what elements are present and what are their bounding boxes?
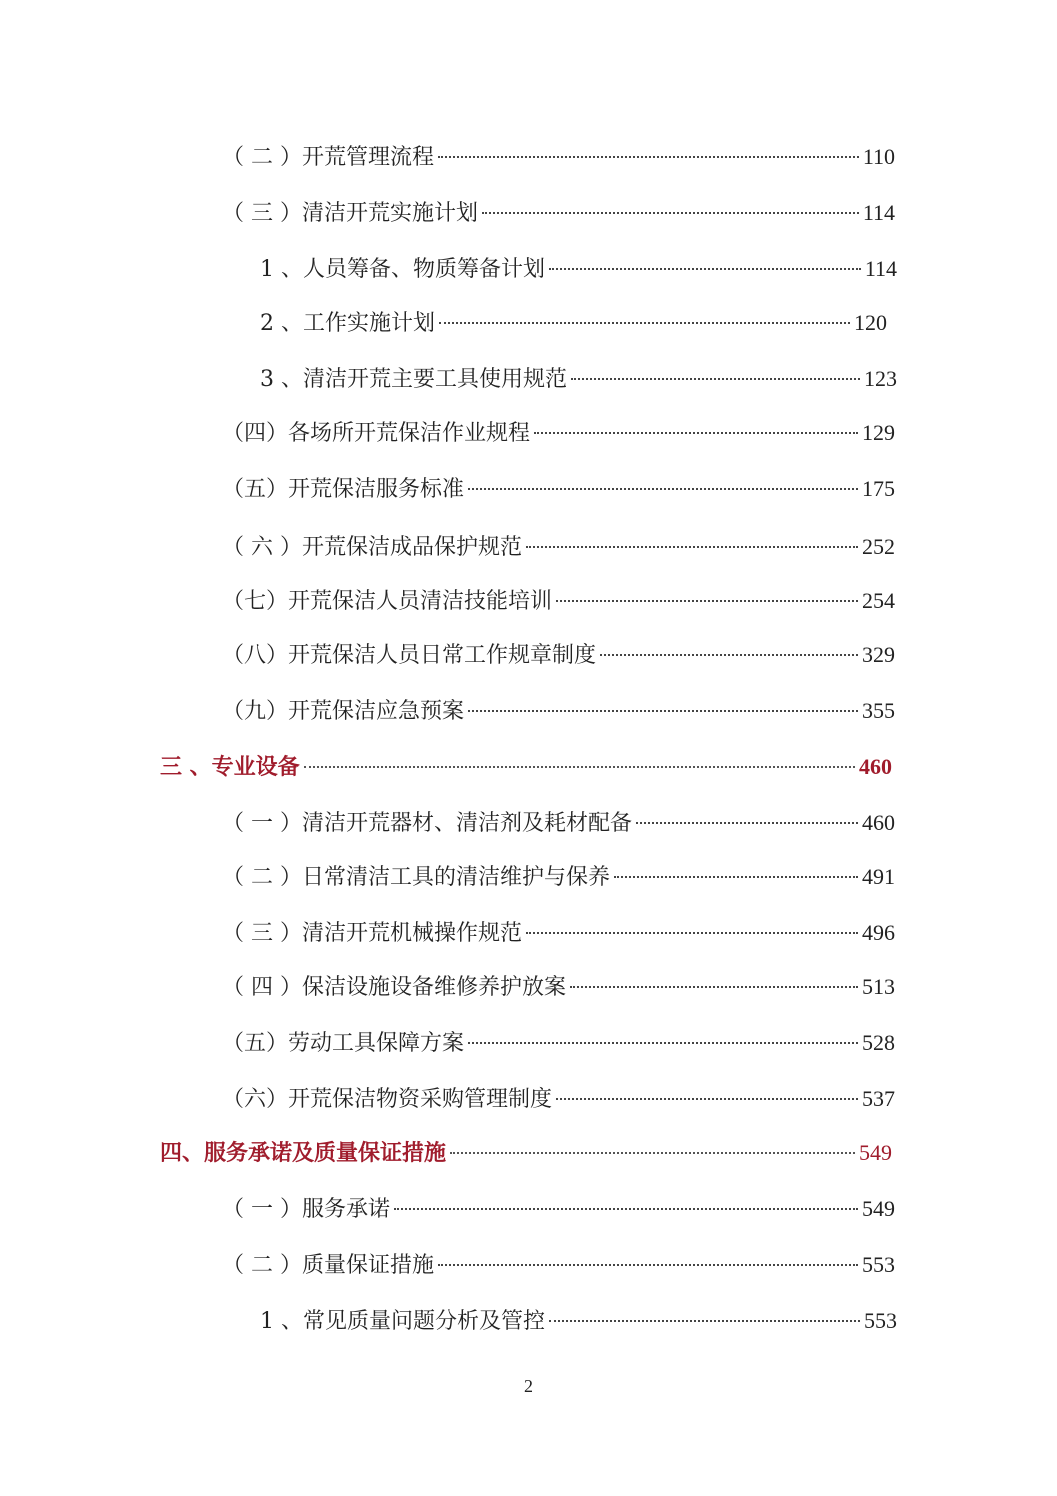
toc-entry-page: 496 [862, 920, 895, 945]
toc-entry-title: 2 、工作实施计划 [260, 311, 435, 336]
toc-entry[interactable] [222, 530, 895, 564]
toc-entry[interactable] [222, 694, 895, 728]
toc-leader [556, 600, 858, 602]
toc-entry-page: 549 [862, 1196, 895, 1221]
toc-leader [549, 268, 861, 270]
toc-entry[interactable] [222, 638, 895, 672]
toc-leader [636, 822, 858, 824]
toc-entry-page: 254 [862, 588, 895, 613]
toc-leader [450, 1152, 855, 1154]
toc-entry-title: （ 一 ）清洁开荒器材、清洁剂及耗材配备 [222, 811, 632, 836]
toc-chapter-heading[interactable] [160, 1136, 892, 1170]
toc-entry[interactable] [222, 916, 895, 950]
toc-entry-title: （八）开荒保洁人员日常工作规章制度 [222, 643, 597, 668]
toc-leader [534, 432, 858, 434]
toc-entry-title: 1 、人员筹备、物质筹备计划 [260, 257, 545, 282]
toc-entry-title: （ 二 ）日常清洁工具的清洁维护与保养 [222, 865, 610, 890]
toc-entry[interactable] [222, 806, 895, 840]
toc-entry-title: （ 三 ）清洁开荒实施计划 [222, 201, 478, 226]
toc-entry-page: 513 [862, 974, 895, 999]
toc-leader [438, 156, 859, 158]
toc-leader [468, 710, 858, 712]
toc-chapter-title: 四、服务承诺及质量保证措施 [160, 1140, 447, 1166]
toc-entry[interactable] [222, 472, 895, 506]
toc-entry-title: 3 、清洁开荒主要工具使用规范 [260, 367, 567, 392]
toc-entry-title: （四）各场所开荒保洁作业规程 [222, 421, 531, 446]
toc-entry-title: （ 四 ）保洁设施设备维修养护放案 [222, 975, 566, 1000]
toc-entry-page: 129 [862, 420, 895, 445]
toc-leader [526, 932, 858, 934]
toc-leader [468, 1042, 858, 1044]
toc-entry-page: 491 [862, 864, 895, 889]
toc-entry-title: （ 六 ）开荒保洁成品保护规范 [222, 535, 522, 560]
toc-entry[interactable] [222, 1248, 895, 1282]
toc-leader [570, 986, 858, 988]
toc-entry-page: 355 [862, 698, 895, 723]
page-number: 2 [524, 1376, 533, 1396]
toc-leader [438, 1264, 858, 1266]
toc-entry-page: 110 [862, 144, 895, 169]
toc-chapter-heading[interactable] [160, 750, 892, 784]
toc-leader [468, 488, 858, 490]
toc-entry-page: 175 [862, 476, 895, 501]
toc-entry[interactable] [260, 252, 897, 286]
toc-chapter-title: 三 、专业设备 [160, 754, 300, 780]
toc-leader [614, 876, 858, 878]
toc-entry[interactable] [222, 196, 895, 230]
toc-entry-title: （ 三 ）清洁开荒机械操作规范 [222, 921, 522, 946]
toc-entry-title: 1 、常见质量问题分析及管控 [260, 1309, 545, 1334]
toc-chapter-page: 549 [859, 1140, 892, 1165]
toc-leader [439, 322, 850, 324]
toc-entry[interactable] [260, 1304, 897, 1338]
toc-entry[interactable] [222, 584, 895, 618]
toc-leader [549, 1320, 860, 1322]
toc-entry-title: （五）开荒保洁服务标准 [222, 477, 465, 502]
toc-entry-page: 537 [862, 1086, 895, 1111]
toc-entry-page: 123 [864, 366, 897, 391]
toc-entry-title: （ 二 ）开荒管理流程 [222, 145, 434, 170]
toc-entry-page: 114 [864, 256, 897, 281]
toc-leader [556, 1098, 858, 1100]
toc-entry-title: （五）劳动工具保障方案 [222, 1031, 465, 1056]
toc-leader [482, 212, 859, 214]
toc-entry[interactable] [222, 1026, 895, 1060]
toc-leader [600, 654, 858, 656]
toc-entry-page: 553 [862, 1252, 895, 1277]
toc-entry[interactable] [260, 362, 897, 396]
toc-leader [304, 766, 855, 768]
toc-entry-title: （九）开荒保洁应急预案 [222, 699, 465, 724]
toc-entry-title: （七）开荒保洁人员清洁技能培训 [222, 589, 553, 614]
toc-entry-page: 120 [854, 310, 887, 335]
toc-chapter-page: 460 [859, 754, 892, 779]
toc-entry-page: 460 [862, 810, 895, 835]
toc-entry[interactable] [222, 860, 895, 894]
toc-leader [394, 1208, 858, 1210]
toc-entry[interactable] [260, 306, 887, 340]
toc-leader [526, 546, 858, 548]
toc-entry-page: 114 [862, 200, 895, 225]
toc-entry-page: 553 [864, 1308, 897, 1333]
toc-entry-page: 329 [862, 642, 895, 667]
toc-entry-page: 252 [862, 534, 895, 559]
toc-entry[interactable] [222, 1192, 895, 1226]
toc-entry[interactable] [222, 416, 895, 450]
toc-entry-page: 528 [862, 1030, 895, 1055]
toc-entry[interactable] [222, 140, 895, 174]
toc-leader [571, 378, 860, 380]
toc-entry[interactable] [222, 1082, 895, 1116]
toc-entry-title: （ 二 ）质量保证措施 [222, 1253, 434, 1278]
toc-entry[interactable] [222, 970, 895, 1004]
toc-entry-title: （ 一 ）服务承诺 [222, 1197, 390, 1222]
toc-entry-title: （六）开荒保洁物资采购管理制度 [222, 1087, 553, 1112]
